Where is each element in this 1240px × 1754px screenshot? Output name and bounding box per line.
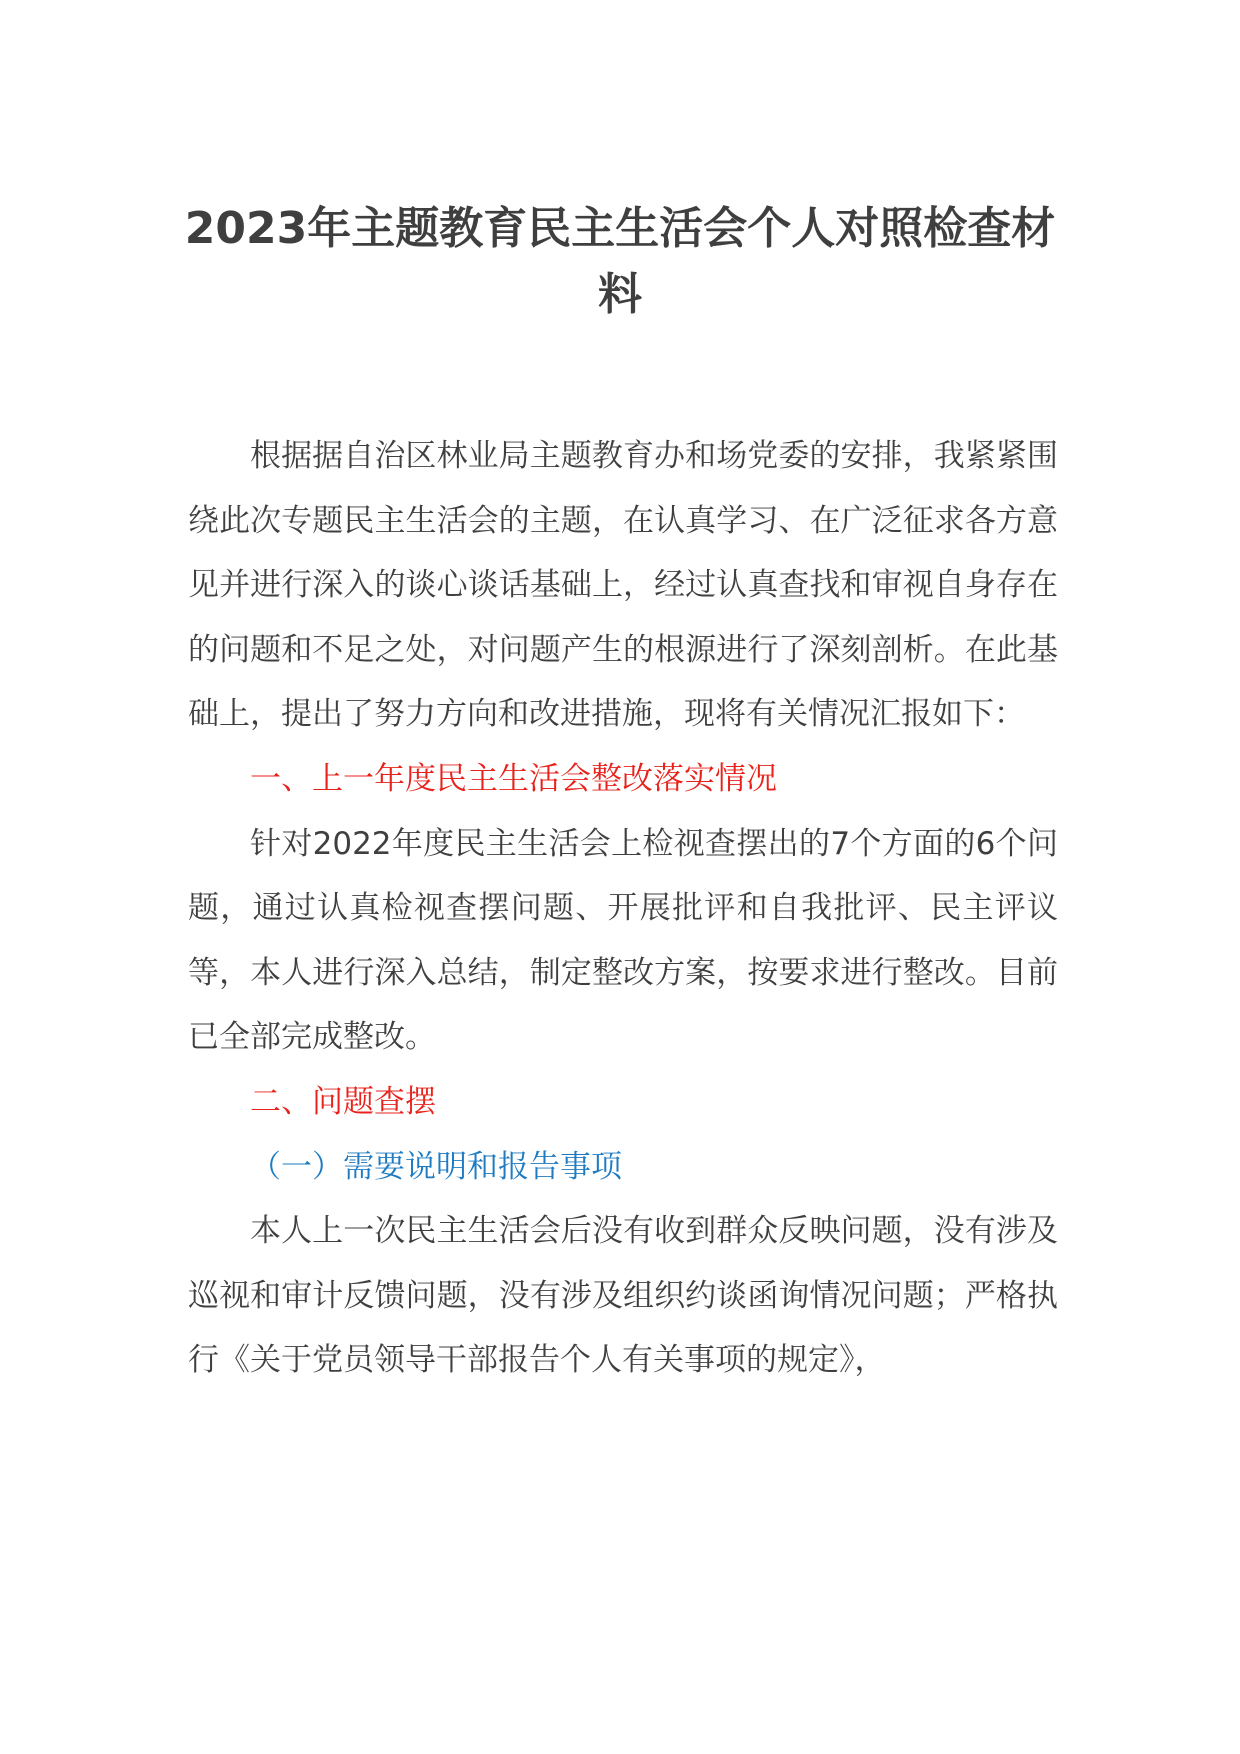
section-1-paragraph: 针对2022年度民主生活会上检视查摆出的7个方面的6个问题，通过认真检视查摆问题、开展批评和自我批评、民主评议等，本人进行深入总结，制定整改方案，按要求进行整改。目前已全部完成整改。 bbox=[188, 825, 1058, 1056]
document-title: 2023年主题教育民主生活会个人对照检查材料 bbox=[184, 203, 1056, 320]
document-body bbox=[188, 424, 1058, 1393]
subsection-1-heading: （一）需要说明和报告事项 bbox=[250, 1148, 622, 1185]
section-2-heading: 二、问题查摆 bbox=[250, 1083, 436, 1120]
intro-paragraph: 根据据自治区林业局主题教育办和场党委的安排，我紧紧围绕此次专题民主生活会的主题，在认真学习、在广泛征求各方意见并进行深入的谈心谈话基础上，经过认真查找和审视自身存在的问题和不足之处，对问题产生的根源进行了深刻剖析。在此基础上，提出了努力方向和改进措施，现将有关情况汇报如下： bbox=[188, 438, 1058, 733]
section-1-heading: 一、上一年度民主生活会整改落实情况 bbox=[250, 760, 777, 797]
subsection-1-paragraph: 本人上一次民主生活会后没有收到群众反映问题，没有涉及巡视和审计反馈问题，没有涉及组织约谈函询情况问题；严格执行《关于党员领导干部报告个人有关事项的规定》， bbox=[188, 1213, 1058, 1379]
